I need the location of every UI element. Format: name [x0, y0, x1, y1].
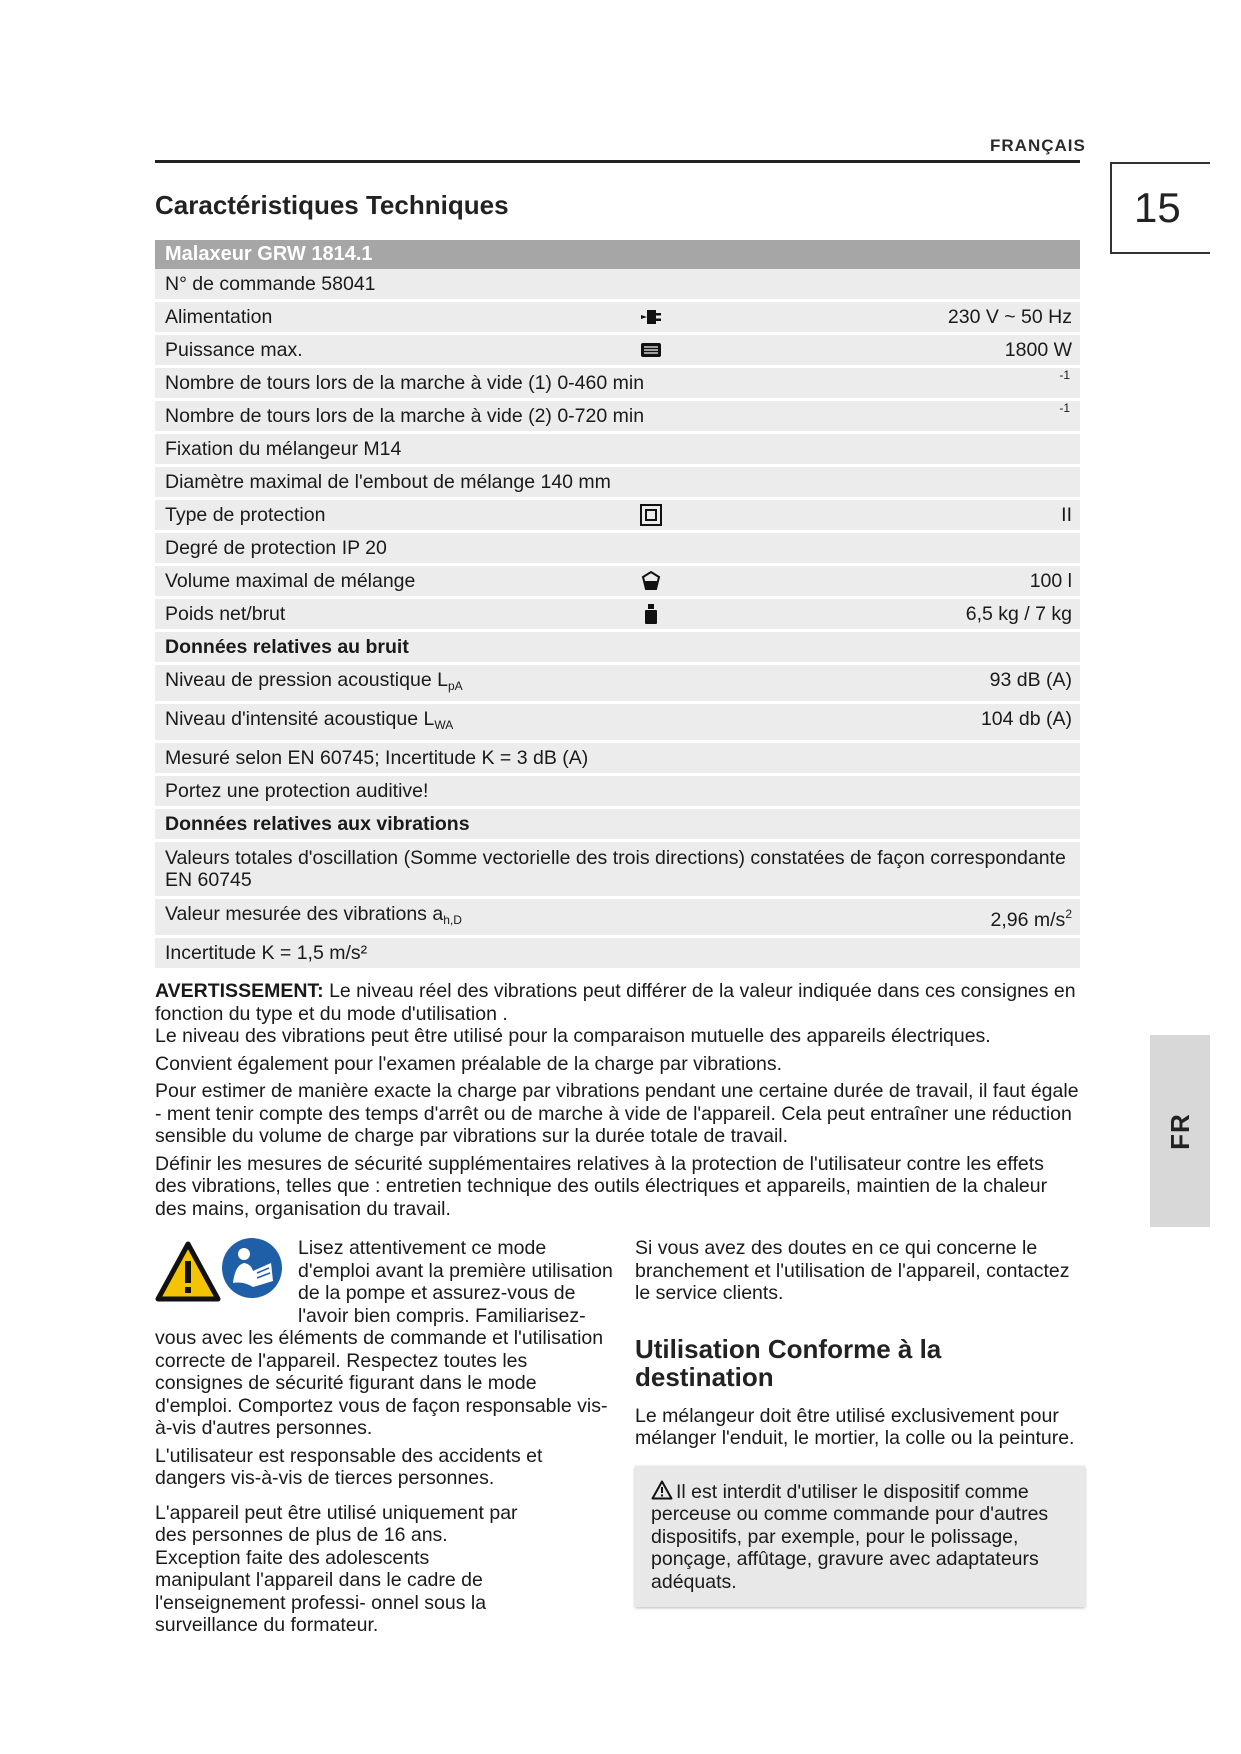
warning-text-2: Convient également pour l'examen préalable de la charge par vibrations. [155, 1052, 783, 1075]
warning-text-1: Le niveau réel des vibrations peut différer de la valeur indiquée dans ces consignes en fonction du type et du mode d'utilisation . [155, 980, 1076, 1025]
customer-service-text: Si vous avez des doutes en ce qui concerne le branchement et l'utilisation de l'appareil, contactez le service clients. [635, 1237, 1070, 1304]
weight-icon [639, 602, 663, 626]
power-label: Puissance max. [165, 339, 303, 361]
speed2-unit-exponent: -1 [1059, 401, 1070, 415]
spec-row-volume [155, 566, 1080, 599]
spec-row-speed2 [155, 401, 1080, 434]
spec-row-protection-type [155, 500, 1080, 533]
responsibility-text: L'utilisateur est responsable des accidents et dangers vis-à-vis de tierces personnes. [155, 1444, 543, 1489]
spec-row-intensity [155, 704, 1080, 743]
warning-text-4: Définir les mesures de sécurité supplémentaires relatives à la protection de l'utilisateur contre les effets des vibrations, telles que : entretien technique des outils électriques et appareils, maintien de la chaleur des mains, organisation du travail. [155, 1152, 1048, 1220]
vibration-warning [155, 980, 1080, 1225]
age-restriction-text: L'appareil peut être utilisé uniquement par des personnes de plus de 16 ans. Exception faite des adolescents manipulant l'appareil dans le cadre de l'enseignement professi- onnel sous la surveillance du formateur. [155, 1501, 518, 1636]
fixation-text: Fixation du mélangeur M14 [165, 438, 402, 460]
spec-table [155, 240, 1080, 971]
spec-row-measured [155, 743, 1080, 776]
language-label: FRANÇAIS [990, 136, 1086, 155]
warning-triangle-icon [155, 1241, 221, 1303]
spec-row-noise-heading [155, 632, 1080, 665]
intensity-label: Niveau d'intensité acoustique L [165, 708, 435, 730]
protection-type-label: Type de protection [165, 504, 326, 526]
vibration-value [991, 899, 1072, 935]
uncertainty-text: Incertitude K = 1,5 m/s² [165, 942, 368, 964]
speed1-label: Nombre de tours lors de la marche à vide (1) 0-460 min [165, 372, 645, 394]
power-value: 1800 W [1004, 339, 1072, 361]
intensity-value: 104 db (A) [980, 708, 1072, 730]
vibration-value-exponent: 2 [1065, 907, 1072, 921]
spec-row-weight [155, 599, 1080, 632]
vibration-subscript: h,D [443, 913, 462, 927]
pressure-subscript: pA [447, 679, 463, 693]
warning-small-icon [651, 1480, 673, 1500]
vibration-label: Valeur mesurée des vibrations a [165, 903, 444, 925]
vibration-total-text: Valeurs totales d'oscillation (Somme vectorielle des trois directions) constatées de façon correspondante EN 60745 [165, 847, 1066, 891]
warning-label: AVERTISSEMENT: [155, 980, 324, 1002]
spec-row-fixation [155, 434, 1080, 467]
plug-icon [639, 305, 663, 329]
intensity-subscript: WA [434, 718, 454, 732]
read-manual-icon [221, 1237, 283, 1299]
order-number: N° de commande 58041 [165, 273, 376, 295]
spec-row-speed1 [155, 368, 1080, 401]
speed1-unit-exponent: -1 [1059, 368, 1070, 382]
side-tab-text: FR [1164, 1112, 1195, 1150]
page-number-text: 15 [1134, 184, 1181, 231]
volume-label: Volume maximal de mélange [165, 570, 416, 592]
double-insulation-icon [639, 503, 663, 527]
warning-text-1b: Le niveau des vibrations peut être utilisé pour la comparaison mutuelle des appareils électriques. [155, 1025, 991, 1047]
spec-row-uncertainty [155, 938, 1080, 971]
vibration-heading: Données relatives aux vibrations [165, 813, 470, 835]
ear-protection-text: Portez une protection auditive! [165, 780, 429, 802]
section-title: Caractéristiques Techniques [155, 190, 509, 220]
weight-value: 6,5 kg / 7 kg [965, 603, 1072, 625]
supply-label: Alimentation [165, 306, 273, 328]
header-rule [155, 160, 1080, 163]
spec-row-ear-protection [155, 776, 1080, 809]
protection-type-value: II [1061, 504, 1072, 526]
pressure-label: Niveau de pression acoustique L [165, 669, 448, 691]
right-column [635, 1237, 1085, 1607]
pressure-value: 93 dB (A) [989, 669, 1072, 691]
intended-use-text: Le mélangeur doit être utilisé exclusivement pour mélanger l'enduit, le mortier, la colle ou la peinture. [635, 1404, 1075, 1449]
warning-text-3: Pour estimer de manière exacte la charge par vibrations pendant une certaine durée de travail, il faut égale - ment tenir compte des temps d'arrêt ou de marche à vide de l'appareil. Cela peut entraîner une réduction sensible du volume de charge par vibrations sur la durée totale de travail. [155, 1080, 1079, 1147]
language-side-tab [1150, 1035, 1210, 1227]
spec-row-vibration-heading [155, 809, 1080, 842]
prohibited-use-text: Il est interdit d'utiliser le dispositif comme perceuse ou comme commande pour d'autres dispositifs, par exemple, pour le polissage, ponçage, affûtage, gravure avec adaptateurs adéquats. [651, 1480, 1049, 1593]
spec-row-diameter [155, 467, 1080, 500]
vibration-value-number: 2,96 m/s [990, 909, 1066, 931]
prohibited-use-note [635, 1466, 1085, 1608]
spec-table-header: Malaxeur GRW 1814.1 [155, 240, 1080, 269]
speed2-label: Nombre de tours lors de la marche à vide (2) 0-720 min [165, 405, 645, 427]
spec-row-pressure [155, 665, 1080, 704]
left-column [155, 1237, 615, 1642]
intended-use-heading: Utilisation Conforme à la destination [635, 1333, 942, 1392]
spec-row-power [155, 335, 1080, 368]
spec-row-ip [155, 533, 1080, 566]
noise-heading: Données relatives au bruit [165, 636, 409, 658]
spec-row-order [155, 269, 1080, 302]
spec-row-vibration-total [155, 842, 1080, 899]
motor-icon [639, 338, 663, 362]
volume-value: 100 l [1029, 570, 1072, 592]
page-number [1110, 162, 1210, 254]
safety-icons [155, 1235, 290, 1307]
ip-text: Degré de protection IP 20 [165, 537, 387, 559]
weight-label: Poids net/brut [165, 603, 286, 625]
diameter-text: Diamètre maximal de l'embout de mélange 140 mm [165, 471, 611, 493]
manual-instruction-text: Lisez attentivement ce mode d'emploi avant la première utilisation de la pompe et assurez-vous de l'avoir bien compris. Familiarisez-vous avec les éléments de commande et l'utilisation correcte de l'appareil. Respectez toutes les consignes de sécurité figurant dans le mode d'emploi. Comportez vous de façon responsable vis-à-vis d'autres personnes. [155, 1237, 613, 1439]
mixing-bucket-icon [639, 569, 663, 593]
spec-row-vibration [155, 899, 1080, 938]
spec-row-supply [155, 302, 1080, 335]
supply-value: 230 V ~ 50 Hz [947, 306, 1072, 328]
measured-text: Mesuré selon EN 60745; Incertitude K = 3 dB (A) [165, 747, 589, 769]
